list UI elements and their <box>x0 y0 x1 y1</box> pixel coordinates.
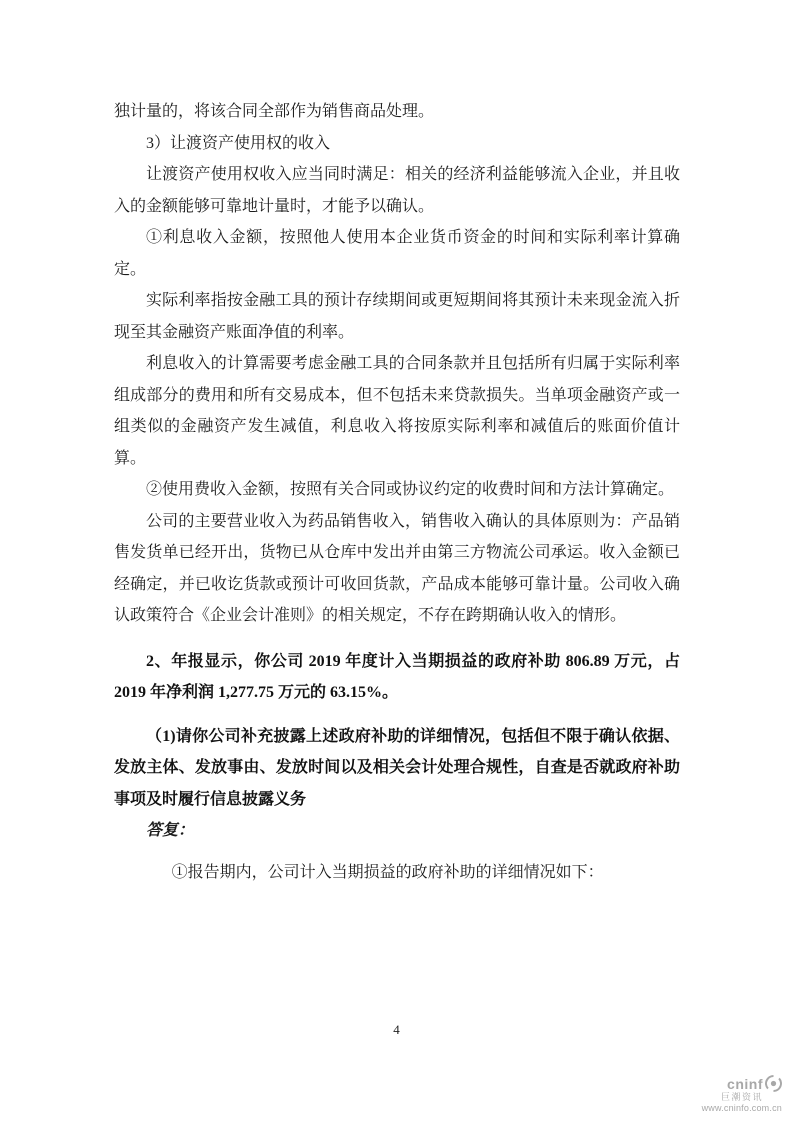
paragraph-asset-use-right-conditions: 让渡资产使用权收入应当同时满足：相关的经济利益能够流入企业，并且收入的金额能够可靠地计量时，才能予以确认。 <box>114 166 680 215</box>
answer-label: 答复： <box>146 822 195 839</box>
paragraph-main-revenue-recognition: 公司的主要营业收入为药品销售收入，销售收入确认的具体原则为：产品销售发货单已经开出，货物已从仓库中发出并由第三方物流公司承运。收入金额已经确定，并已收讫货款或预计可收回货款，产品成本能够可靠计量。公司收入确认政策符合《企业会计准则》的相关规定，不存在跨期确认收入的情形。 <box>114 512 680 624</box>
page-number: 4 <box>393 1022 400 1037</box>
page-content <box>114 96 680 888</box>
paragraph-contract-treatment: 独计量的，将该合同全部作为销售商品处理。 <box>114 103 435 120</box>
paragraph-effective-rate-definition: 实际利率指按金融工具的预计存续期间或更短期间将其预计未来现金流入折现至其金融资产账面净值的利率。 <box>114 292 680 341</box>
cninfo-brand-text: cninf <box>727 1075 763 1092</box>
cninfo-swirl-icon <box>765 1075 782 1092</box>
question-2-statement: 2、年报显示，你公司 2019 年度计入当期损益的政府补助 806.89 万元，占 2019 年净利润 1,277.75 万元的 63.15%。 <box>114 652 680 701</box>
paragraph-heading-asset-use-right: 3）让渡资产使用权的收入 <box>146 134 331 152</box>
cninfo-url: www.cninfo.com.cn <box>701 1103 782 1113</box>
paragraph-interest-income: ①利息收入金额，按照他人使用本企业货币资金的时间和实际利率计算确定。 <box>114 229 680 278</box>
question-2-item-1: （1)请你公司补充披露上述政府补助的详细情况，包括但不限于确认依据、发放主体、发放事由、发放时间以及相关会计处理合规性，自查是否就政府补助事项及时履行信息披露义务 <box>114 727 680 808</box>
cninfo-logo-row <box>702 1075 782 1092</box>
cninfo-logo <box>702 1075 782 1113</box>
paragraph-royalty-income: ②使用费收入金额，按照有关合同或协议约定的收费时间和方法计算确定。 <box>146 481 675 498</box>
answer-intro-paragraph: ①报告期内，公司计入当期损益的政府补助的详细情况如下： <box>171 863 604 881</box>
paragraph-interest-income-calculation: 利息收入的计算需要考虑金融工具的合同条款并且包括所有归属于实际利率组成部分的费用和所有交易成本，但不包括未来贷款损失。当单项金融资产或一组类似的金融资产发生减值，利息收入将按原实际利率和减值后的账面价值计算。 <box>114 355 680 467</box>
cninfo-name-cn: 巨潮资讯 <box>720 1092 763 1102</box>
